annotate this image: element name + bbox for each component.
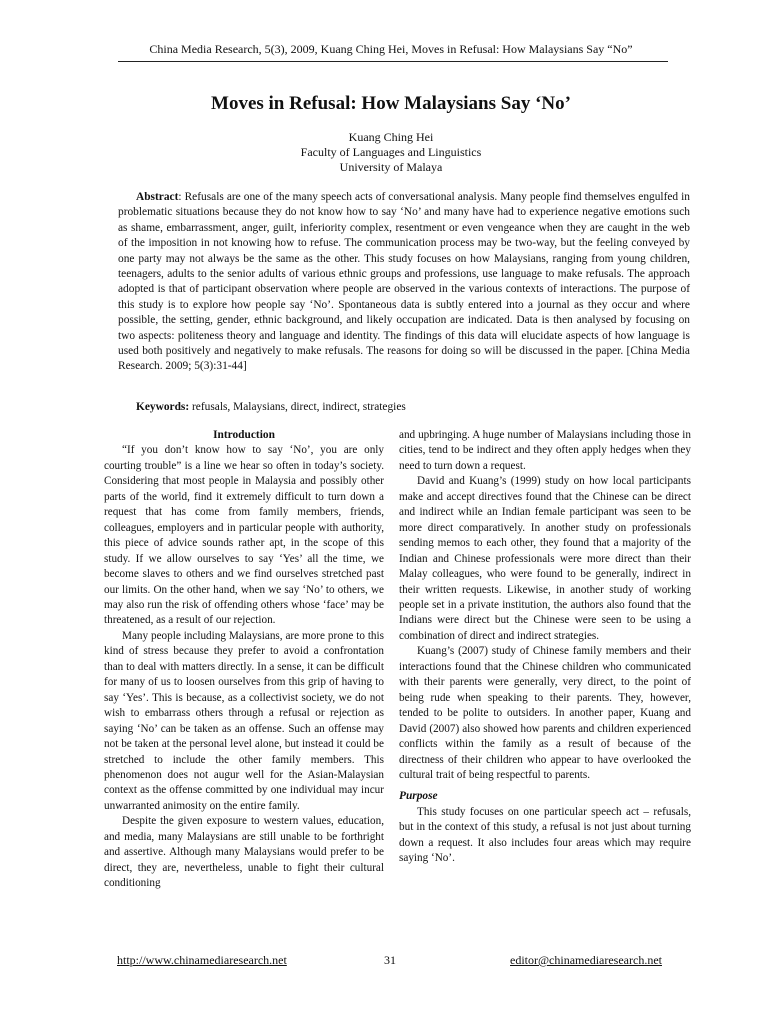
- affiliation-line-1: Faculty of Languages and Linguistics: [300, 145, 482, 159]
- author-block: [0, 130, 782, 175]
- running-header: China Media Research, 5(3), 2009, Kuang Ching Hei, Moves in Refusal: How Malaysians Say “No”: [149, 42, 633, 56]
- header-divider: [118, 61, 668, 62]
- body-paragraph: This study focuses on one particular speech act – refusals, but in the context of this study, a refusal is not just about turning down a request. It also includes four areas which may require saying ‘No’.: [399, 805, 691, 865]
- keywords-label: Keywords:: [136, 401, 190, 413]
- body-paragraph: Many people including Malaysians, are more prone to this kind of stress because they prefer to avoid a confrontation than to deal with matters directly. In a sense, it can be difficult for many of us to loosen ourselves from this grip of having to say ‘Yes’. This is because, as a collectivist society, we do not wish to embarrass others through a refusal or rejection as saying ‘No’ can be taken as an offense. Such an offense may not be taken at the personal level alone, but instead it could be stretched to include the other family members. This phenomenon does not augur well for the Asian-Malaysian context as the offense committed by one individual may incur unwarranted animosity on the entire family.: [104, 629, 384, 812]
- purpose-heading: Purpose: [399, 790, 438, 803]
- abstract-label: Abstract: [136, 191, 179, 203]
- body-paragraph: “If you don’t know how to say ‘No’, you are only courting trouble” is a line we hear so often in today’s society. Considering that most people in Malaysia and possibly other parts of the world, find it extremely difficult to turn down a request that has come from family members, friends, colleagues, employers and in particular people with authority, this piece of advice sounds rather apt, in the scope of this study. If we allow ourselves to say ‘Yes’ all the time, we become slaves to others and we find ourselves stretched past our limits. On the other hand, when we say ‘No’ to others, we may also run the risk of offending others whose ‘face’ may be threatened, as a result of our rejection.: [104, 444, 384, 627]
- page-number: 31: [384, 953, 396, 967]
- paper-title: Moves in Refusal: How Malaysians Say ‘No’: [211, 93, 571, 114]
- website-link[interactable]: http://www.chinamediaresearch.net: [117, 953, 287, 967]
- introduction-heading: Introduction: [213, 429, 275, 441]
- email-link[interactable]: editor@chinamediaresearch.net: [510, 953, 662, 967]
- body-paragraph-continuation: and upbringing. A huge number of Malaysians including those in cities, tend to be indirect and they often apply hedges when they need to turn down a request.: [399, 429, 691, 472]
- left-column: [104, 428, 384, 892]
- body-paragraph: Kuang’s (2007) study of Chinese family members and their interactions found that the Chinese children who communicated with their parents were generally, very direct, to the point of being rude when speaking to their parents. They, however, tended to be polite to outsiders. In another paper, Kuang and David (2007) also showed how parents and children experienced conflicts within the family as a result of because of the directness of their children who appear to have overlooked the cultural trait of being respectful to parents.: [399, 645, 691, 781]
- abstract-text: : Refusals are one of the many speech acts of conversational analysis. Many people find themselves engulfed in problematic situations because they do not know how to say ‘No’ and many have had to experience negative emotions such as shame, embarrassment, anger, guilt, inferiority complex, resentment or even vengeance when they are caught in the web of the imposition in not knowing how to refuse. The communication process may be two-way, but the feeling conveyed by one party may not always be the same as the other. This study focuses on how Malaysians, ranging from young children, teenagers, adults to the senior adults of various ethnic groups and professions, use language to make refusals. The approach adopted is that of participant observation where people are observed in the various contexts of interactions. The purpose of this study is to explore how people say ‘No’. Spontaneous data is subtly entered into a journal as they occur and where possible, the setting, gender, ethnic background, and likely occupation are indicated. Data is then analysed by focusing on two aspects: politeness theory and language and identity. The findings of this data will elucidate aspects of how language is used both positively and negatively to make refusals. The reasons for doing so will be discussed in the paper. [China Media Research. 2009; 5(3):31-44]: [118, 191, 690, 373]
- keywords-text: refusals, Malaysians, direct, indirect, strategies: [189, 401, 406, 413]
- abstract: [118, 190, 690, 375]
- keywords: [118, 400, 690, 415]
- body-paragraph: Despite the given exposure to western values, education, and media, many Malaysians are still unable to be forthright and assertive. Although many Malaysians would prefer to be direct, they are, nevertheless, unable to fight their cultural conditioning: [104, 815, 384, 890]
- right-column: [399, 428, 691, 867]
- body-paragraph: David and Kuang’s (1999) study on how local participants make and accept directives found that the Chinese can be direct and indirect while an Indian female participant was seen to be more direct comparatively. In another study on professionals sending memos to each other, they found that a majority of the Indian and Chinese professionals were more direct than their Malay colleagues, who were found to be generally, indirect in their written requests. Likewise, in another study of working people set in a private institution, the authors also found that the Indians were direct but the Chinese were seen to be using a combination of direct and indirect strategies.: [399, 475, 691, 642]
- affiliation-line-2: University of Malaya: [339, 160, 443, 174]
- author-name: Kuang Ching Hei: [348, 130, 434, 144]
